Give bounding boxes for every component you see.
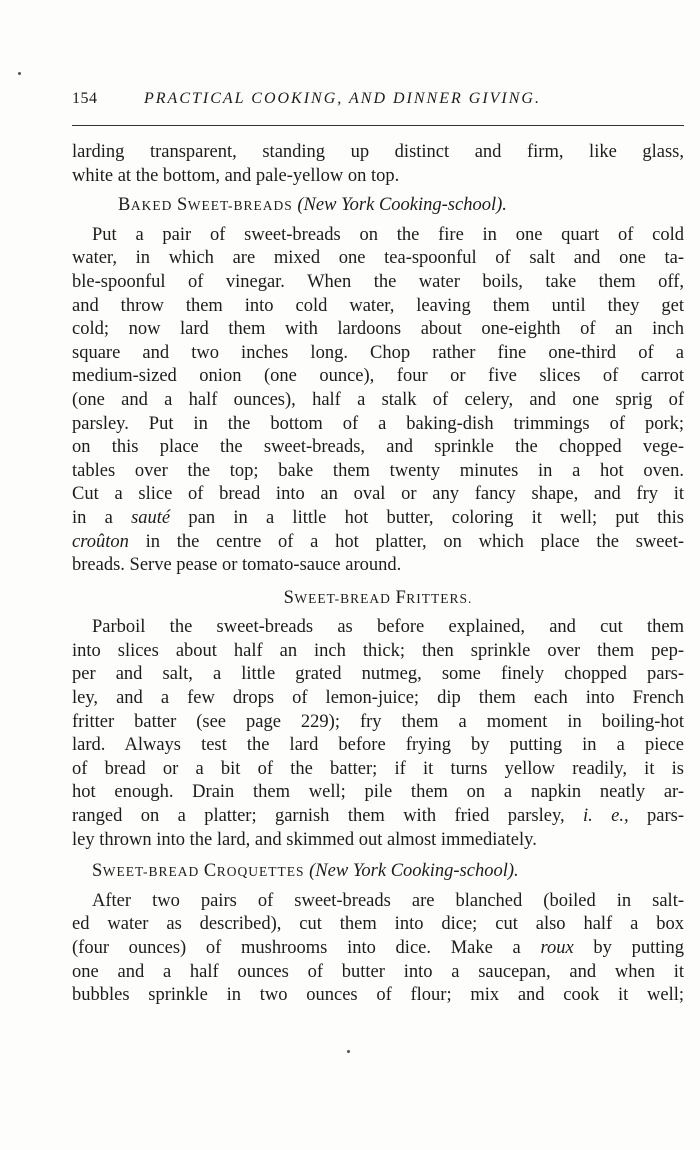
text-line: Parboil the sweet-breads as before explained, and cut them (92, 617, 684, 638)
text-line: into slices about half an inch thick; then sprinkle over them pep- (72, 640, 684, 661)
text-line: ranged on a platter; garnish them with fried parsley, i. e., pars- (72, 806, 684, 827)
text-line: (one and a half ounces), half a stalk of celery, and one sprig of (72, 389, 684, 410)
header-rule (72, 125, 684, 126)
text-line: parsley. Put in the bottom of a baking-dish trimmings of pork; (72, 413, 684, 434)
text-line: Cut a slice of bread into an oval or any fancy shape, and fry it (72, 484, 684, 505)
text-line: medium-sized onion (one ounce), four or five slices of carrot (72, 366, 684, 387)
text-line: of bread or a bit of the batter; if it turns yellow readily, it is (72, 758, 684, 779)
recipe-heading-sweet-bread-fritters: SWEET-BREAD FRITTERS. (283, 587, 473, 608)
text-line: one and a half ounces of butter into a saucepan, and when it (72, 961, 684, 982)
text-line: water, in which are mixed one tea-spoonful of salt and one ta- (72, 248, 684, 269)
print-speck (347, 1050, 350, 1053)
text-line: tables over the top; bake them twenty minutes in a hot oven. (72, 460, 684, 481)
text-line: on this place the sweet-breads, and sprinkle the chopped vege- (72, 437, 684, 458)
text-line: (four ounces) of mushrooms into dice. Make a roux by putting (72, 938, 684, 958)
text-line: ley thrown into the lard, and skimmed out almost immediately. (72, 829, 537, 850)
text-line: white at the bottom, and pale-yellow on top. (72, 165, 400, 186)
text-line: and throw them into cold water, leaving them until they get (72, 295, 684, 316)
text-line: larding transparent, standing up distinct and firm, like glass, (72, 142, 684, 162)
text-line: ed water as described), cut them into dice; cut also half a box (72, 914, 684, 935)
text-line: ble-spoonful of vinegar. When the water boils, take them off, (72, 271, 684, 292)
text-line: Put a pair of sweet-breads on the fire in one quart of cold (92, 224, 684, 245)
text-line: hot enough. Drain them well; pile them on a napkin neatly ar- (72, 782, 684, 803)
recipe-heading-baked-sweet-breads: BAKED SWEET-BREADS (New York Cooking-school). (118, 195, 507, 216)
page-number: 154 (72, 90, 98, 107)
text-line: After two pairs of sweet-breads are blanched (boiled in salt- (92, 890, 684, 911)
recipe-heading-sweet-bread-croquettes: SWEET-BREAD CROQUETTES (New York Cooking-school). (92, 861, 519, 882)
text-line: per and salt, a little grated nutmeg, some finely chopped pars- (72, 664, 684, 685)
body-text (72, 141, 684, 1008)
text-line: ley, and a few drops of lemon-juice; dip them each into French (72, 688, 684, 709)
text-line: croûton in the centre of a hot platter, on which place the sweet- (72, 531, 684, 552)
text-line: fritter batter (see page 229); fry them a moment in boiling-hot (72, 711, 684, 732)
text-line: breads. Serve pease or tomato-sauce around. (72, 555, 402, 576)
page-header (72, 90, 684, 116)
text-line: square and two inches long. Chop rather fine one-third of a (72, 342, 684, 363)
print-speck (18, 72, 21, 75)
running-head: PRACTICAL COOKING, AND DINNER GIVING. (144, 90, 541, 107)
text-line: bubbles sprinkle in two ounces of flour; mix and cook it well; (72, 985, 684, 1006)
text-line: in a sauté pan in a little hot butter, coloring it well; put this (72, 507, 684, 528)
text-line: lard. Always test the lard before frying by putting in a piece (72, 735, 684, 756)
text-line: cold; now lard them with lardoons about one-eighth of an inch (72, 319, 684, 340)
